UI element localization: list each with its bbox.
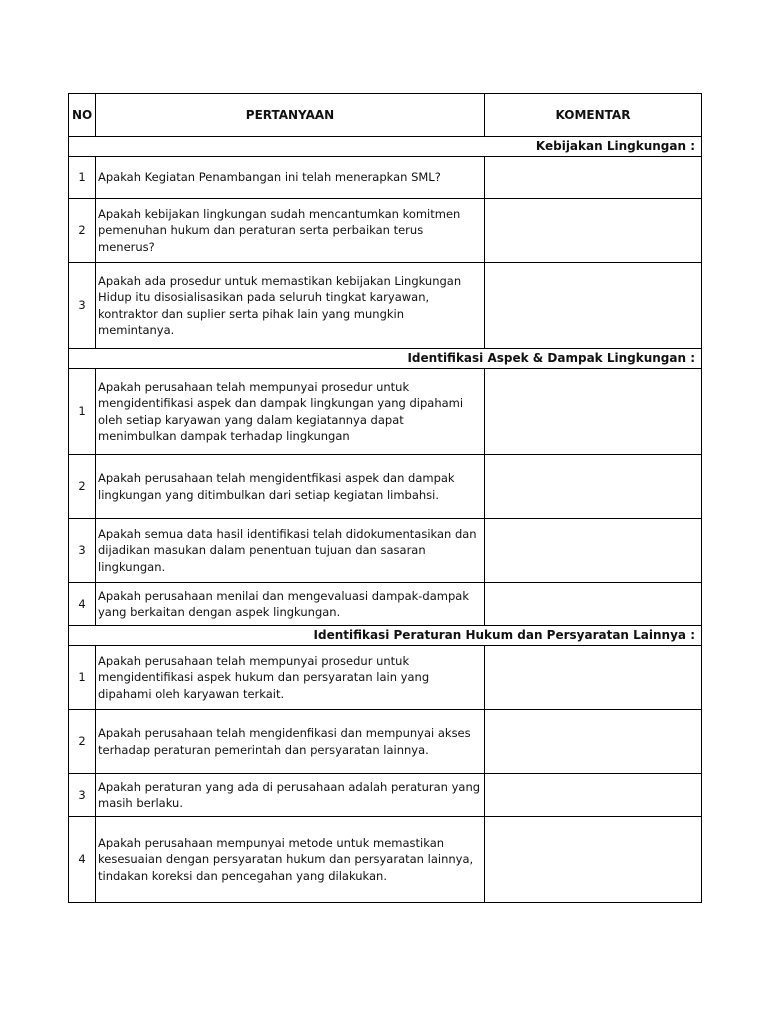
row-comment-cell[interactable] <box>485 263 702 349</box>
table-row <box>69 519 702 583</box>
table-header <box>69 94 702 137</box>
row-number: 2 <box>69 710 96 774</box>
row-comment-cell[interactable] <box>485 455 702 519</box>
row-question: Apakah peraturan yang ada di perusahaan adalah peraturan yang masih berlaku. <box>96 774 485 817</box>
row-number: 1 <box>69 157 96 199</box>
row-number: 2 <box>69 455 96 519</box>
row-question: Apakah perusahaan telah mempunyai prosedur untuk mengidentifikasi aspek dan dampak lingkungan yang dipahami oleh setiap karyawan yang dalam kegiatannya dapat menimbulkan dampak terhadap lingkungan <box>96 369 485 455</box>
row-comment-cell[interactable] <box>485 199 702 263</box>
header-no: NO <box>69 94 96 137</box>
row-number: 4 <box>69 583 96 626</box>
table-row <box>69 157 702 199</box>
row-question: Apakah kebijakan lingkungan sudah mencantumkan komitmen pemenuhan hukum dan peraturan serta perbaikan terus menerus? <box>96 199 485 263</box>
section-row <box>69 137 702 157</box>
row-comment-cell[interactable] <box>485 519 702 583</box>
row-question: Apakah perusahaan telah mengidenfikasi dan mempunyai akses terhadap peraturan pemerintah dan persyaratan lainnya. <box>96 710 485 774</box>
row-comment-cell[interactable] <box>485 710 702 774</box>
table-row <box>69 455 702 519</box>
table-body <box>69 137 702 903</box>
row-comment-cell[interactable] <box>485 646 702 710</box>
table-row <box>69 583 702 626</box>
row-comment-cell[interactable] <box>485 817 702 903</box>
row-comment-cell[interactable] <box>485 157 702 199</box>
header-question: PERTANYAAN <box>96 94 485 137</box>
row-comment-cell[interactable] <box>485 369 702 455</box>
section-row <box>69 626 702 646</box>
row-number: 3 <box>69 263 96 349</box>
table-row <box>69 646 702 710</box>
row-question: Apakah Kegiatan Penambangan ini telah menerapkan SML? <box>96 157 485 199</box>
table-row <box>69 263 702 349</box>
table-row <box>69 817 702 903</box>
row-question: Apakah perusahaan mempunyai metode untuk memastikan kesesuaian dengan persyaratan hukum dan persyaratan lainnya, tindakan koreksi dan pencegahan yang dilakukan. <box>96 817 485 903</box>
row-number: 1 <box>69 369 96 455</box>
section-row <box>69 349 702 369</box>
section-title: Identifikasi Peraturan Hukum dan Persyaratan Lainnya : <box>69 626 702 646</box>
row-comment-cell[interactable] <box>485 774 702 817</box>
table-row <box>69 369 702 455</box>
table-row <box>69 774 702 817</box>
row-number: 4 <box>69 817 96 903</box>
section-title: Identifikasi Aspek & Dampak Lingkungan : <box>69 349 702 369</box>
row-number: 1 <box>69 646 96 710</box>
row-question: Apakah perusahaan telah mengidentfikasi aspek dan dampak lingkungan yang ditimbulkan dari setiap kegiatan limbahsi. <box>96 455 485 519</box>
table-row <box>69 199 702 263</box>
row-question: Apakah ada prosedur untuk memastikan kebijakan Lingkungan Hidup itu disosialisasikan pada seluruh tingkat karyawan, kontraktor dan suplier serta pihak lain yang mungkin memintanya. <box>96 263 485 349</box>
row-number: 3 <box>69 519 96 583</box>
header-row <box>69 94 702 137</box>
row-number: 2 <box>69 199 96 263</box>
row-question: Apakah perusahaan telah mempunyai prosedur untuk mengidentifikasi aspek hukum dan persyaratan lain yang dipahami oleh karyawan terkait. <box>96 646 485 710</box>
row-question: Apakah semua data hasil identifikasi telah didokumentasikan dan dijadikan masukan dalam penentuan tujuan dan sasaran lingkungan. <box>96 519 485 583</box>
section-title: Kebijakan Lingkungan : <box>69 137 702 157</box>
table-row <box>69 710 702 774</box>
header-comment: KOMENTAR <box>485 94 702 137</box>
row-question: Apakah perusahaan menilai dan mengevaluasi dampak-dampak yang berkaitan dengan aspek lingkungan. <box>96 583 485 626</box>
row-number: 3 <box>69 774 96 817</box>
checklist-table <box>68 93 702 903</box>
row-comment-cell[interactable] <box>485 583 702 626</box>
